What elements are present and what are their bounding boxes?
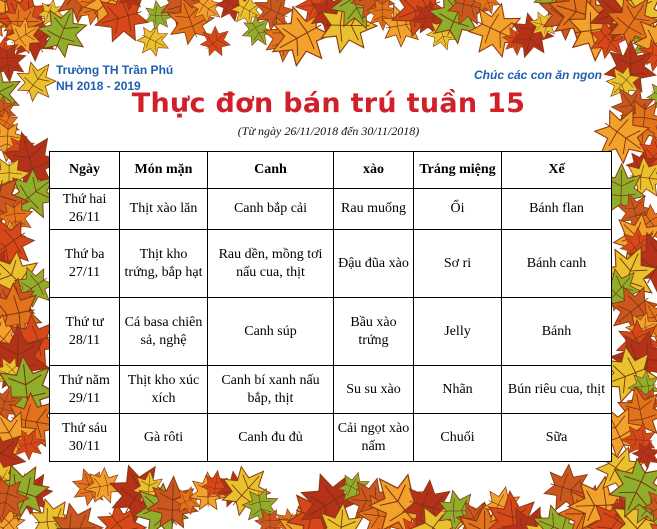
main-dish-cell: Cá basa chiên sả, nghệ [120,298,208,366]
header-day: Ngày [50,152,120,189]
day-cell [50,298,120,366]
stir-fry-cell: Rau muống [334,189,414,230]
table-row [50,366,612,414]
header-main-dish: Món mặn [120,152,208,189]
table-row [50,189,612,230]
day-name: Thứ ba [64,246,105,262]
dessert-cell: Nhãn [414,366,502,414]
day-date: 28/11 [68,332,101,348]
header-dessert: Tráng miệng [414,152,502,189]
day-cell [50,366,120,414]
dessert-cell: Ổi [414,189,502,230]
header-snack: Xế [502,152,612,189]
snack-cell: Sữa [502,414,612,462]
snack-cell: Bánh flan [502,189,612,230]
header-stir-fry: xào [334,152,414,189]
date-range: (Từ ngày 26/11/2018 đến 30/11/2018) [237,124,420,138]
table-row [50,230,612,298]
day-name: Thứ tư [65,314,104,330]
menu-table [49,151,612,462]
soup-cell: Canh súp [208,298,334,366]
day-name: Thứ sáu [61,420,108,436]
soup-cell: Rau dền, mồng tơi nấu cua, thịt [208,230,334,298]
main-dish-cell: Gà rôti [120,414,208,462]
stir-fry-cell: Đậu đũa xào [334,230,414,298]
stir-fry-cell: Su su xào [334,366,414,414]
day-cell [50,189,120,230]
main-dish-cell: Thịt kho xúc xích [120,366,208,414]
main-dish-cell: Thịt kho trứng, bắp hạt [120,230,208,298]
day-date: 29/11 [68,390,101,406]
dessert-cell: Sơ ri [414,230,502,298]
main-dish-cell: Thịt xào lăn [120,189,208,230]
table-header-row [50,152,612,189]
school-name: Trường TH Trần Phú [56,63,174,77]
day-date: 27/11 [68,264,101,280]
day-name: Thứ năm [59,372,110,388]
snack-cell: Bún riêu cua, thịt [502,366,612,414]
day-date: 30/11 [68,438,101,454]
table-row [50,298,612,366]
snack-cell: Bánh [502,298,612,366]
greeting-text: Chúc các con ăn ngon [474,68,603,82]
soup-cell: Canh bắp cải [208,189,334,230]
stir-fry-cell: Bầu xào trứng [334,298,414,366]
table-row [50,414,612,462]
day-date: 26/11 [68,210,101,225]
dessert-cell: Jelly [414,298,502,366]
snack-cell: Bánh canh [502,230,612,298]
header-soup: Canh [208,152,334,189]
day-name: Thứ hai [62,192,107,207]
dessert-cell: Chuối [414,414,502,462]
stir-fry-cell: Cải ngọt xào nấm [334,414,414,462]
day-cell [50,414,120,462]
soup-cell: Canh bí xanh nấu bắp, thịt [208,366,334,414]
soup-cell: Canh đu đủ [208,414,334,462]
day-cell [50,230,120,298]
school-year: NH 2018 - 2019 [56,79,141,93]
page-title: Thực đơn bán trú tuần 15 [131,88,526,119]
